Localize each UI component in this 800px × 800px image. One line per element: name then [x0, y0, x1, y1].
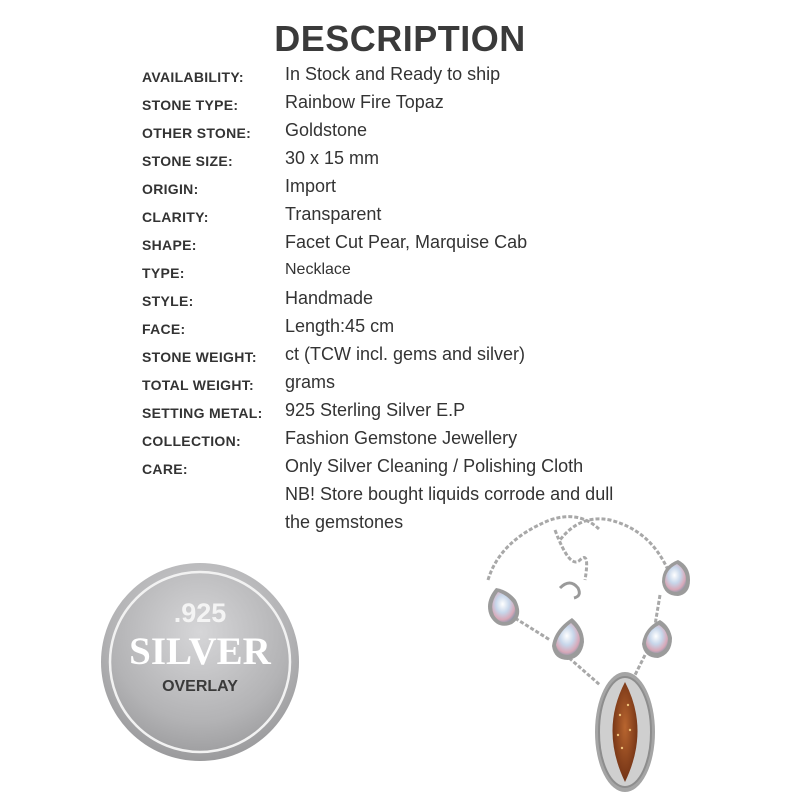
spec-label: TYPE: [142, 265, 185, 281]
badge-silver-text: SILVER [129, 630, 271, 673]
spec-row-type [142, 260, 762, 288]
spec-row-other-stone [142, 120, 762, 148]
spec-value: ct (TCW incl. gems and silver) [285, 344, 526, 364]
spec-value: Goldstone [285, 120, 368, 140]
spec-row-stone-size [142, 148, 762, 176]
badge-overlay-text: OVERLAY [162, 678, 238, 695]
clasp [560, 583, 579, 598]
spec-value: 925 Sterling Silver E.P [285, 400, 466, 420]
spec-label: COLLECTION: [142, 433, 241, 449]
spec-row-stone-weight [142, 344, 762, 372]
spec-list [142, 64, 762, 484]
spec-label: SETTING METAL: [142, 405, 263, 421]
spec-label: STYLE: [142, 293, 194, 309]
spec-row-total-weight [142, 372, 762, 400]
spec-label: FACE: [142, 321, 186, 337]
care-note-line-1: NB! Store bought liquids corrode and dull [285, 484, 614, 504]
topaz-stone-left [488, 588, 519, 626]
spec-value: grams [285, 372, 336, 392]
necklace-product-image [460, 500, 700, 800]
spec-value: Only Silver Cleaning / Polishing Cloth [285, 456, 584, 476]
spec-row-setting-metal [142, 400, 762, 428]
spec-label: CARE: [142, 461, 188, 477]
spec-value: Necklace [285, 261, 351, 278]
spec-row-stone-type [142, 92, 762, 120]
topaz-stone-mid-right [642, 620, 672, 658]
spec-label: AVAILABILITY: [142, 69, 244, 85]
care-note-line-2: the gemstones [285, 512, 404, 532]
spec-row-style [142, 288, 762, 316]
spec-value: Handmade [285, 288, 374, 308]
badge-925-text: .925 [173, 598, 227, 628]
spec-value: Import [285, 176, 337, 196]
spec-value: 30 x 15 mm [285, 148, 380, 168]
spec-value: Facet Cut Pear, Marquise Cab [285, 232, 528, 252]
spec-label: ORIGIN: [142, 181, 199, 197]
topaz-stone-mid-left [552, 618, 584, 660]
silver-overlay-badge-icon [100, 562, 300, 762]
spec-row-availability [142, 64, 762, 92]
spec-row-collection [142, 428, 762, 456]
spec-label: STONE TYPE: [142, 97, 239, 113]
spec-row-clarity [142, 204, 762, 232]
spec-row-care [142, 456, 762, 484]
spec-label: STONE WEIGHT: [142, 349, 257, 365]
spec-value: Fashion Gemstone Jewellery [285, 428, 518, 448]
spec-row-face [142, 316, 762, 344]
spec-label: STONE SIZE: [142, 153, 233, 169]
topaz-stone-top-right [662, 560, 690, 596]
spec-label: SHAPE: [142, 237, 197, 253]
spec-label: TOTAL WEIGHT: [142, 377, 255, 393]
spec-value: In Stock and Ready to ship [285, 64, 501, 84]
description-title: DESCRIPTION [274, 18, 526, 59]
spec-label: OTHER STONE: [142, 125, 252, 141]
spec-value: Length:45 cm [285, 316, 395, 336]
spec-value: Transparent [285, 204, 382, 224]
spec-row-origin [142, 176, 762, 204]
spec-row-shape [142, 232, 762, 260]
goldstone-pendant [595, 672, 655, 792]
spec-value: Rainbow Fire Topaz [285, 92, 444, 112]
spec-label: CLARITY: [142, 209, 209, 225]
